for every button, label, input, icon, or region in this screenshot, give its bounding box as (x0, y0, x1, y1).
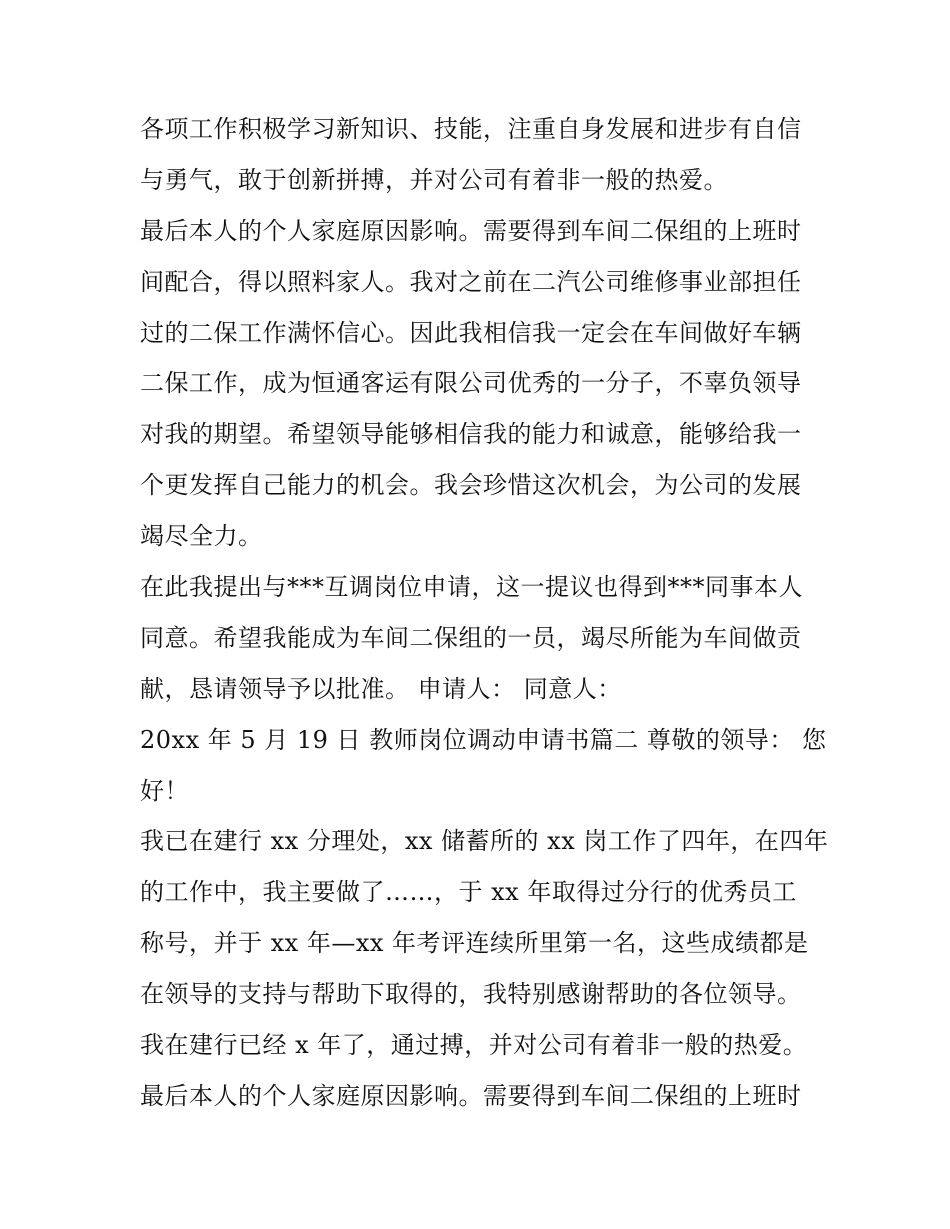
document-body (140, 104, 829, 1122)
text-line: 间配合，得以照料家人。我对之前在二汽公司维修事业部担任 (140, 267, 802, 296)
text-line: 竭尽全力。 (140, 522, 263, 551)
text-line: 献，恳请领导予以批准。 申请人： 同意人： (140, 674, 622, 703)
text-line: 同意。希望我能成为车间二保组的一员，竭尽所能为车间做贡 (140, 623, 802, 652)
text-line: 20xx 年 5 月 19 日 教师岗位调动申请书篇二 尊敬的领导： 您 (140, 725, 827, 754)
text-line: 在此我提出与***互调岗位申请，这一提议也得到***同事本人 (140, 573, 803, 602)
text-line: 各项工作积极学习新知识、技能，注重自身发展和进步有自信 (140, 115, 802, 143)
text-line: 我已在建行 xx 分理处，xx 储蓄所的 xx 岗工作了四年，在四年 (140, 827, 829, 856)
text-line: 最后本人的个人家庭原因影响。需要得到车间二保组的上班时 (140, 1081, 802, 1110)
text-line: 称号，并于 xx 年—xx 年考评连续所里第一名，这些成绩都是 (140, 929, 809, 958)
text-line: 个更发挥自己能力的机会。我会珍惜这次机会，为公司的发展 (140, 471, 802, 500)
text-line: 过的二保工作满怀信心。因此我相信我一定会在车间做好车辆 (140, 318, 802, 347)
text-line: 在领导的支持与帮助下取得的，我特别感谢帮助的各位领导。 (140, 980, 802, 1009)
text-line: 的工作中，我主要做了……，于 xx 年取得过分行的优秀员工 (140, 878, 797, 907)
text-line: 好！ (140, 776, 189, 805)
text-line: 二保工作，成为恒通客运有限公司优秀的一分子，不辜负领导 (140, 369, 802, 398)
text-line: 最后本人的个人家庭原因影响。需要得到车间二保组的上班时 (140, 216, 802, 245)
text-line: 对我的期望。希望领导能够相信我的能力和诚意，能够给我一 (140, 420, 802, 449)
text-line: 我在建行已经 x 年了，通过搏，并对公司有着非一般的热爱。 (140, 1031, 808, 1060)
text-line: 与勇气，敢于创新拼搏，并对公司有着非一般的热爱。 (140, 165, 728, 194)
